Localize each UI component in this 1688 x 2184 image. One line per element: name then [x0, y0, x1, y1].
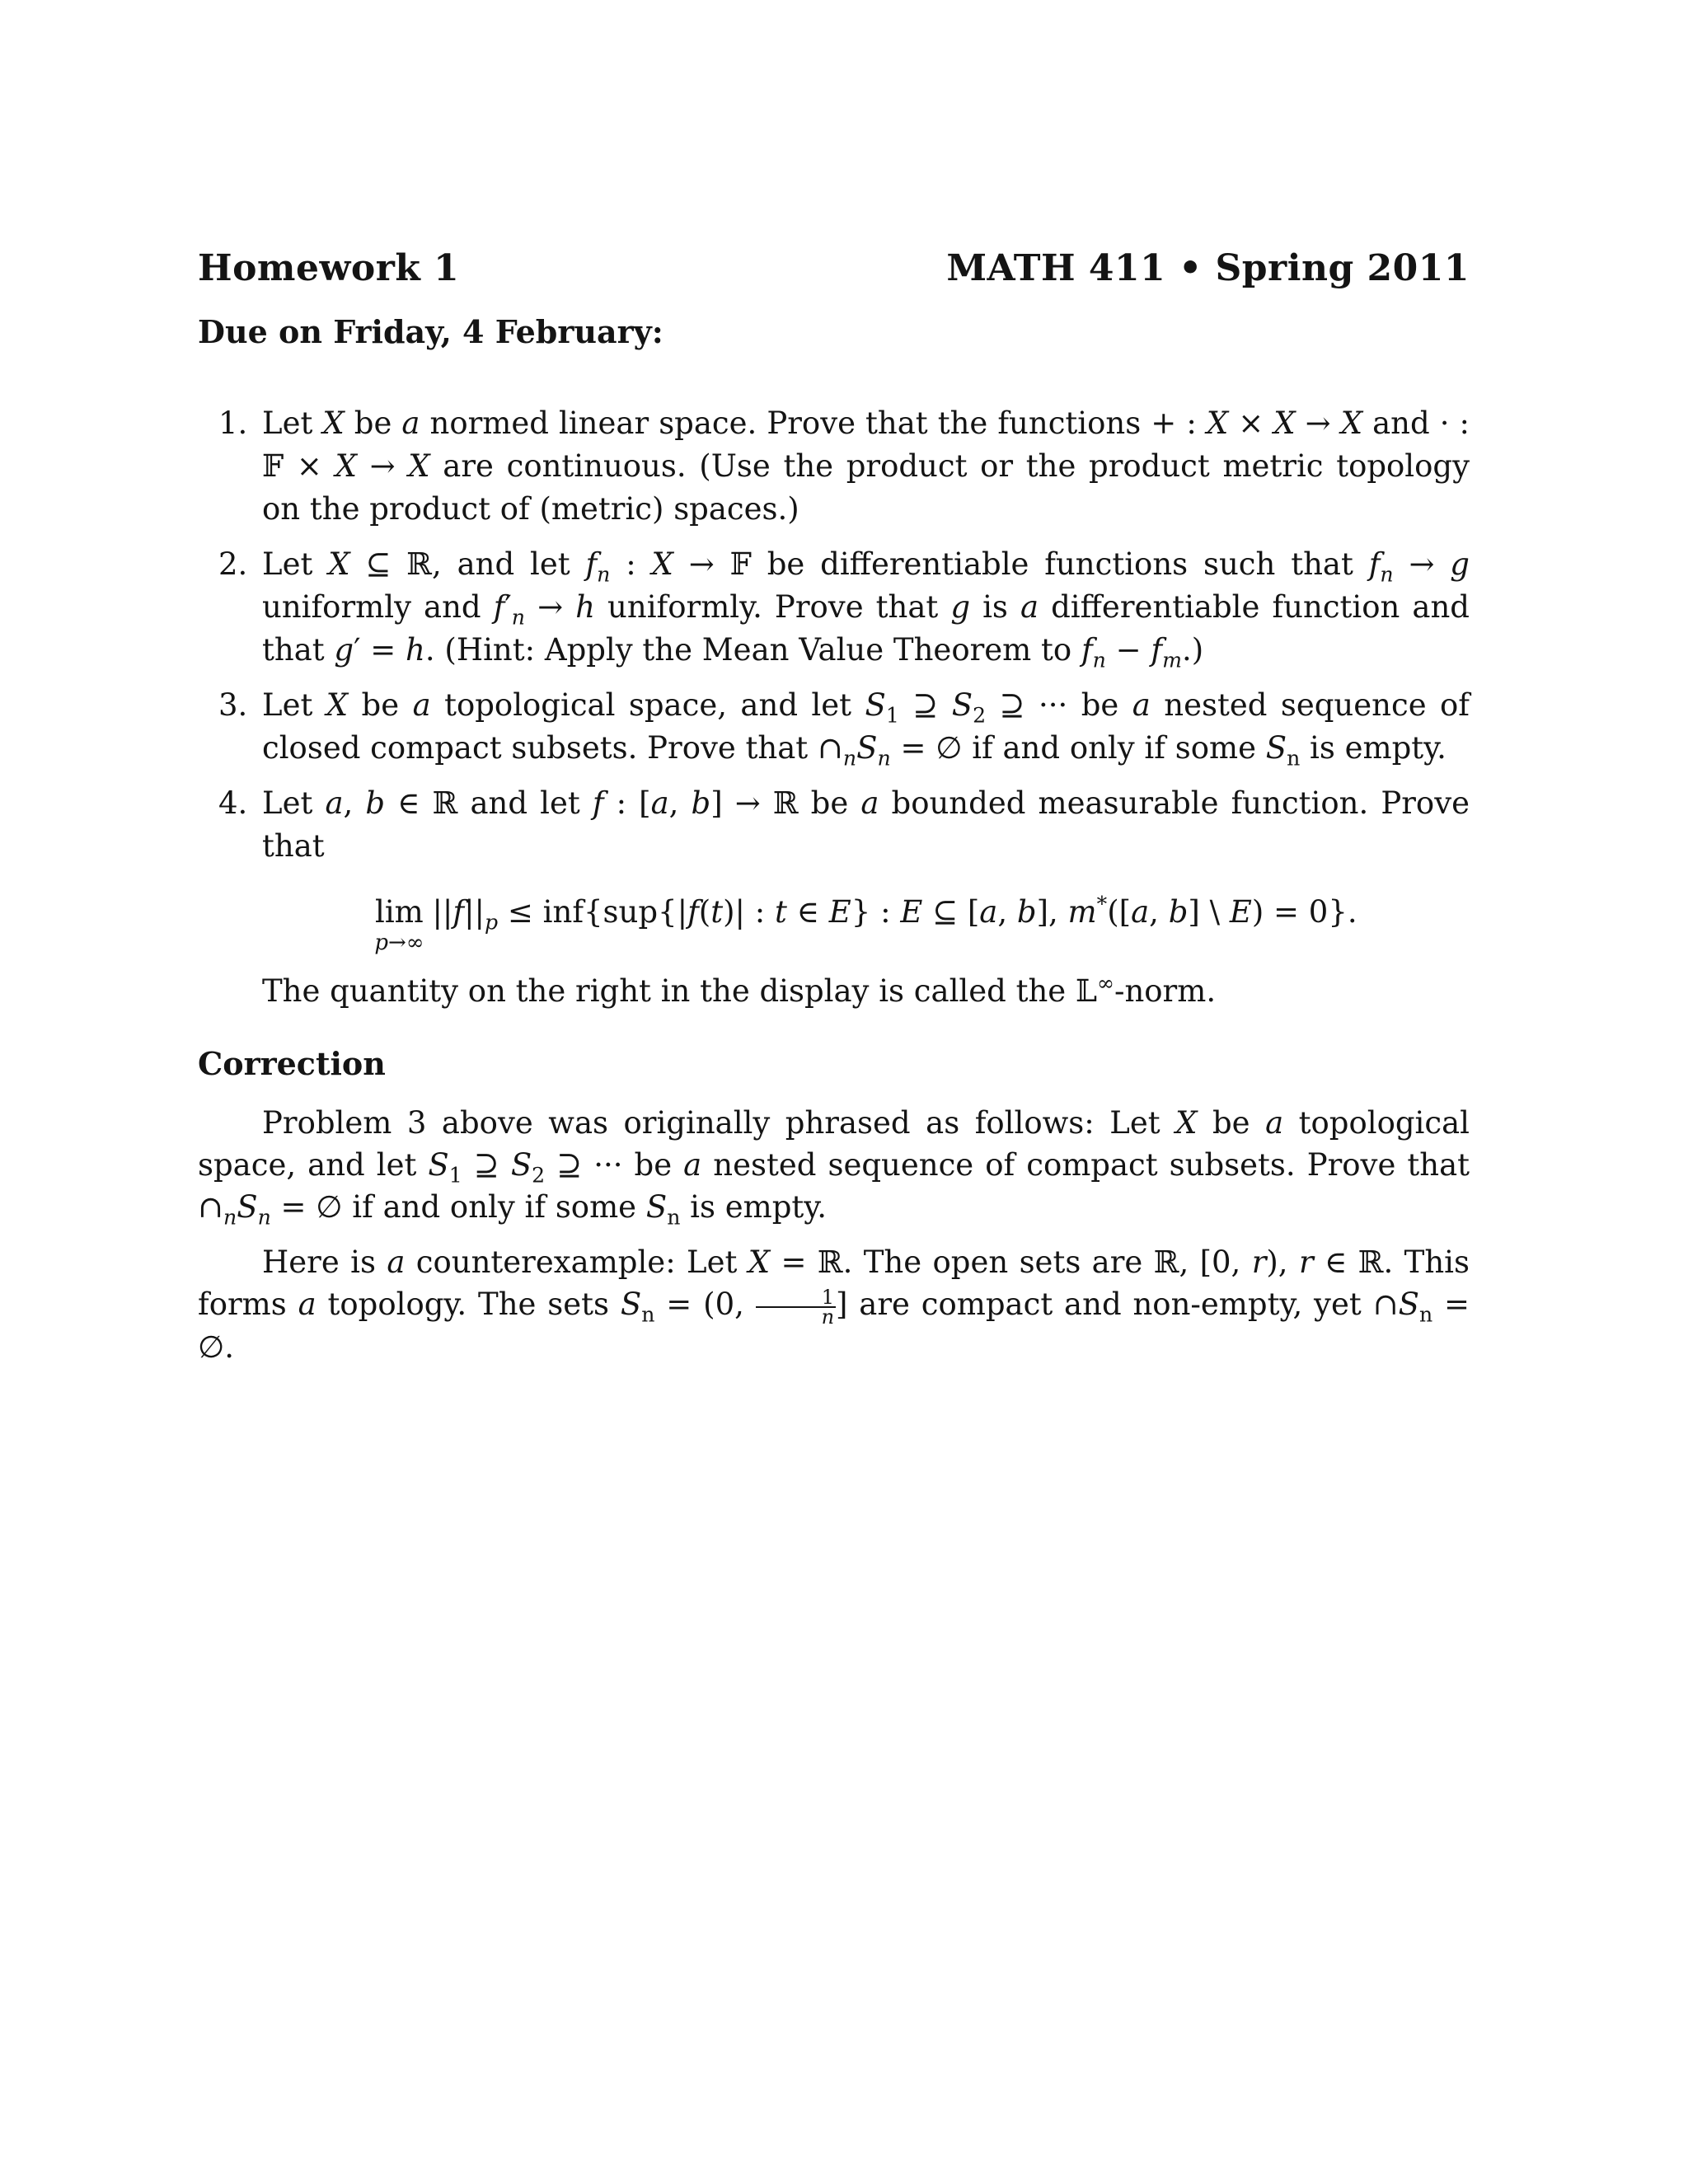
problem-number: 2. [218, 546, 248, 582]
counterexample-paragraph: Here is a counterexample: Let X = ℝ. The open sets are ℝ, [0, r), r ∈ ℝ. This forms a topology. The sets $S_n = (0$, $\frac{1}{n}$ ] are compact and non-empty, yet $\cap S_n$ = ∅. [198, 1244, 1470, 1365]
problem-text: Let a, b ∈ ℝ and let f : [a, b] → ℝ be a bounded measurable function. Prove that [262, 785, 1470, 864]
homework-title: Homework 1 [198, 247, 460, 289]
problem-3 [218, 684, 1470, 770]
problem-4 [218, 782, 1470, 1013]
problem-2 [218, 543, 1470, 672]
course-label: MATH 411 • Spring 2011 [946, 247, 1470, 289]
problem-note: The quantity on the right in the display is called the 𝕃∞-norm. [262, 971, 1217, 1009]
problem-list [218, 402, 1470, 1025]
correction-heading: Correction [198, 1045, 386, 1082]
problem-number: 4. [218, 785, 248, 821]
problem-text: Let X ⊆ ℝ, and let $f_n$ : X → 𝔽 be differentiable functions such that $f_n \to g$ uniformly and $f'_n \to h$ uniformly. Prove that g is a differentiable function and that g′ = h. (Hint: Apply the Mean Value Theorem to $f_n - f_m$.) [262, 546, 1470, 673]
problem-text: Let X be a topological space, and let $S_1$ ⊇ $S_2$ ⊇ ··· be a nested sequence of closed compact subsets. Prove that $\cap_nS_n$ = ∅ if and only if some $S_n$ is empty. [262, 687, 1470, 771]
problem-number: 1. [218, 405, 248, 441]
correction-body [198, 1102, 1470, 1381]
due-date: Due on Friday, 4 February: [198, 313, 663, 350]
problem-1 [218, 402, 1470, 531]
problem-number: 3. [218, 687, 248, 723]
correction-paragraph: Problem 3 above was originally phrased as follows: Let X be a topological space, and let $S_1$ ⊇ $S_2$ ⊇ ··· be a nested sequence of compact subsets. Prove that $\cap_nS_n$ = ∅ if and only if some $S_n$ is empty. [198, 1105, 1470, 1230]
problem-text: Let X be a normed linear space. Prove that the functions + : X × X → X and · : 𝔽 × X → X are continuous. (Use the product or the product metric topology on the product of (metric) spaces.) [262, 405, 1470, 527]
header [198, 247, 1470, 300]
display-equation: lim p→∞ $||f||_p \le inf\{sup\{|f(t)|$ : t ∈ E} : E ⊆ [a, b], m*([a, b] \ E) = 0}. [374, 892, 1357, 955]
